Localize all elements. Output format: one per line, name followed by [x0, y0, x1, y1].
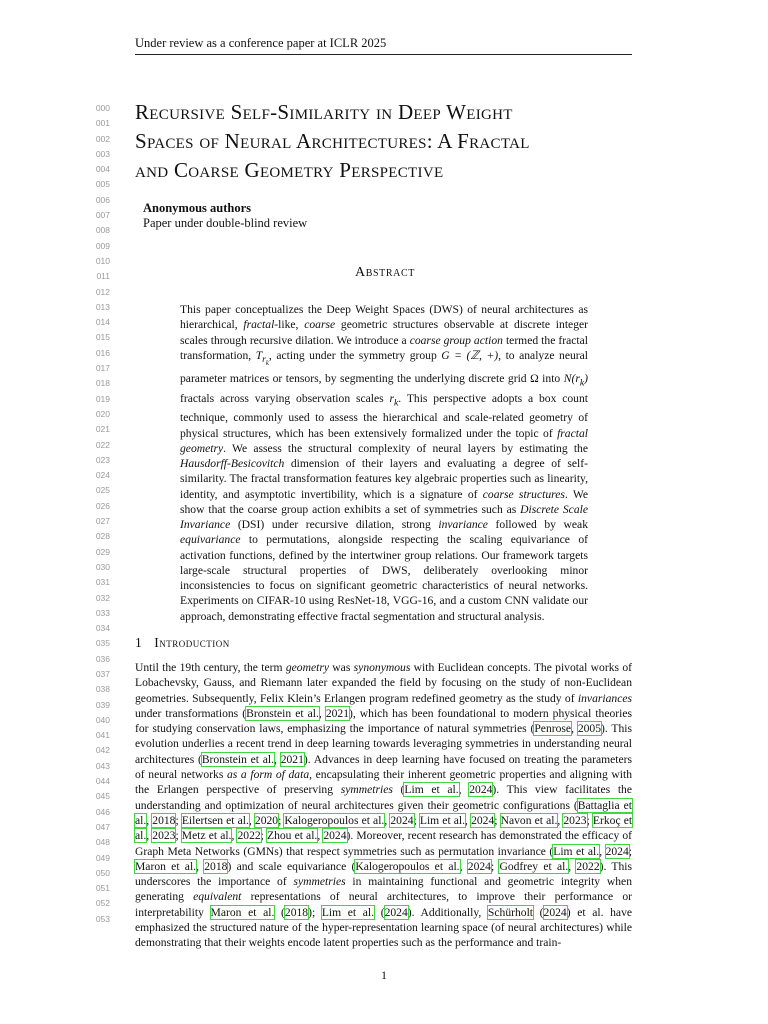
review-note: Paper under double-blind review: [143, 216, 308, 230]
line-number: 040: [95, 714, 110, 725]
section-number: 1: [135, 635, 143, 650]
body-text: ). This evolution underlies a recent trend in deep learning towards leveraging symmetries in understanding neural architectures (: [135, 722, 633, 766]
line-number: 015: [95, 332, 110, 343]
body-text: ;: [260, 829, 267, 843]
citation-link[interactable]: 2024: [605, 844, 629, 858]
line-number: 000: [95, 103, 110, 113]
body-text: ;: [490, 859, 500, 873]
citation-link[interactable]: Bronstein et al.: [246, 706, 319, 720]
line-number: 043: [95, 760, 110, 771]
body-text: (: [533, 905, 544, 919]
running-header: Under review as a conference paper at ICLR 2025: [135, 36, 632, 55]
line-number: 049: [95, 852, 110, 863]
line-number: 052: [95, 898, 110, 909]
body-text: ;: [278, 813, 285, 827]
citation-link[interactable]: Maron et al.: [135, 859, 197, 873]
line-number: 009: [95, 240, 110, 251]
line-number: 045: [95, 791, 110, 802]
citation-link[interactable]: Battaglia et al.: [135, 798, 632, 827]
line-number: 042: [95, 745, 110, 756]
body-text: ,: [458, 783, 470, 797]
body-text: ;: [175, 829, 182, 843]
citation-link[interactable]: Schürholt: [487, 905, 534, 919]
body-text: representations of neural architectures, to improve their performance or interpretability: [135, 890, 632, 919]
emphasis-text: symmetries: [293, 875, 346, 889]
page-number: 1: [381, 968, 387, 982]
line-number: 035: [95, 638, 110, 649]
body-text: (: [374, 905, 385, 919]
emphasis-text: equivalent: [193, 890, 242, 904]
body-text: ). Additionally,: [407, 905, 488, 919]
body-text: ;: [586, 813, 593, 827]
citation-link[interactable]: Eilertsen et al.: [181, 813, 249, 827]
citation-link[interactable]: Lim et al.: [553, 844, 600, 858]
citation-link[interactable]: 2024: [384, 905, 408, 919]
title-line: Recursive Self-Similarity in Deep Weight: [135, 100, 513, 124]
body-text: ,: [146, 813, 153, 827]
line-number: 050: [95, 867, 110, 878]
citation-link[interactable]: 2024: [543, 905, 567, 919]
citation-link[interactable]: Penrose: [534, 722, 572, 736]
citation-link[interactable]: 2022: [237, 829, 261, 843]
line-number: 008: [95, 225, 110, 236]
body-text: ) and scale equivariance (: [227, 859, 356, 873]
body-text: ;: [628, 844, 632, 858]
emphasis-text: invariances: [577, 691, 632, 705]
line-number: 017: [95, 363, 110, 374]
citation-link[interactable]: 2021: [280, 752, 304, 766]
line-number: 025: [95, 485, 110, 496]
body-text: ;: [413, 813, 420, 827]
line-number: 005: [95, 179, 110, 190]
line-number: 018: [95, 378, 110, 389]
body-text: ;: [175, 813, 182, 827]
body-text: ). Moreover, recent research has demonstrated the efficacy of Graph Meta Networks (GMNs) that respect symmetries such as permutation invariance (: [135, 829, 633, 858]
citation-link[interactable]: Maron et al.: [210, 905, 275, 919]
line-number: 004: [95, 164, 110, 175]
body-text: ) et al. have emphasized the structured nature of the hyper-representation learning space (of neural architectures) while demonstrating that their weights encode latent properties such as the performance and train-: [135, 905, 633, 950]
body-text: ). This view facilitates the understanding and optimization of neural architectures given their geometric configurations (: [135, 783, 632, 812]
line-number: 022: [95, 439, 110, 450]
line-number: 041: [95, 730, 110, 741]
line-number: 027: [95, 516, 110, 527]
line-number: 047: [95, 821, 110, 832]
line-number: 034: [95, 623, 110, 634]
body-text: in maintaining functional and geometric integrity when generating: [135, 875, 632, 904]
body-text: , encapsulating their inherent geometric properties and aligning with the Erlangen perspective of preserving: [135, 768, 633, 797]
citation-link[interactable]: 2018: [284, 905, 309, 919]
title-line: Spaces of Neural Architectures: A Fractal: [135, 129, 530, 153]
line-number: 051: [95, 883, 110, 894]
line-number: 024: [95, 470, 110, 481]
citation-link[interactable]: 2024: [471, 813, 495, 827]
line-number: 020: [95, 408, 110, 419]
emphasis-text: synonymous: [353, 661, 411, 674]
line-number: 007: [95, 210, 110, 221]
line-number: 033: [95, 607, 110, 618]
line-number: 037: [95, 668, 110, 679]
citation-link[interactable]: Bronstein et al.: [201, 752, 275, 766]
citation-link[interactable]: Erkoç et al.: [135, 813, 633, 843]
line-number: 002: [95, 133, 110, 144]
emphasis-text: symmetries: [340, 783, 393, 797]
line-number: 023: [95, 454, 110, 465]
body-text: ,: [571, 722, 578, 736]
body-text: ). Advances in deep learning have focused on treating the parameters of neural networks: [135, 752, 633, 782]
body-text: ,: [557, 813, 564, 827]
body-text: (: [274, 905, 285, 919]
math-N-rk: $N(r_k)$: [563, 372, 588, 389]
body-text: (: [392, 783, 405, 797]
citation-link[interactable]: 2024: [467, 859, 491, 873]
citation-link[interactable]: 2024: [469, 783, 493, 797]
math-group: G = (ℤ, +): [441, 348, 499, 362]
introduction-body: [135, 660, 632, 951]
citation-link[interactable]: 2018: [152, 813, 176, 827]
body-text: ,: [459, 859, 468, 873]
abstract-body: This paper conceptualizes the Deep Weight Spaces (DWS) of neural architectures as hierarchical, fractal-like, coarse geometric structures observable at discrete integer scales through recursive dilation. We introduce a coarse group action termed the fractal transformation, $T_{r_k}$, acting under the symmetry group G = (ℤ, +), to analyze neural parameter matrices or tensors, by segmenting the underlying discrete grid Ω into $N(r_k)$ fractals across varying observation scales $r_k$. This perspective adopts a box count technique, commonly used to assess the hierarchical and scale-related geometry of physical structures, which has been extensively formalized under the topic of fractal geometry. We assess the structural complexity of neural layers by estimating the Hausdorff-Besicovitch dimension of their layers and evaluating a degree of self-similarity. The fractal transformation features key algebraic properties such as linearity, identity, and asymptotic invertibility, which is a signature of coarse structures. We show that the coarse group action exhibits a set of symmetries such as Discrete Scale Invariance (DSI) under recursive dilation, strong invariance followed by weak equivariance to permutations, alongside respecting the scaling equivariance of activation functions, defined by the intertwiner group relations. Our framework targets large-scale structural properties of DWS, deliberately overlooking minor inconsistencies to focus on significant geometric characteristics of neural networks. Experiments on CIFAR-10 using ResNet-18, VGG-16, and a custom CNN validate our approach, demonstrating effective fractal segmentation and structural analysis.: [180, 303, 589, 623]
body-text: ,: [196, 859, 205, 873]
section-title: Introduction: [154, 635, 230, 650]
citation-link[interactable]: 2021: [325, 706, 349, 720]
line-number: 030: [95, 561, 110, 572]
line-number: 014: [95, 317, 110, 328]
citation-link[interactable]: 2023: [563, 813, 587, 827]
line-number: 010: [95, 255, 110, 266]
citation-link[interactable]: Kalogeropoulos et al.: [284, 813, 385, 827]
body-text: with Euclidean concepts. The pivotal works of Lobachevsky, Gauss, and Riemann later expanded the field by focusing on the study of non-Euclidean geometries. Subsequently, Felix Klein’s Erlangen program redefined geometry as the study of: [135, 661, 632, 705]
author-name: Anonymous authors: [143, 201, 252, 215]
citation-link[interactable]: Zhou et al.: [267, 829, 318, 843]
line-number: 016: [95, 347, 110, 358]
body-text: ), which has been foundational to modern physical theories for studying conservation laws, emphasizing the importance of natural symmetries (: [135, 706, 633, 736]
line-number: 048: [95, 837, 110, 848]
line-number: 031: [95, 577, 110, 588]
citation-link[interactable]: Kalogeropoulos et al.: [355, 859, 460, 873]
citation-link[interactable]: 2024: [390, 813, 414, 827]
author-block: [143, 201, 307, 231]
line-number: 013: [95, 301, 110, 312]
body-text: under transformations (: [135, 706, 247, 720]
line-numbers: [86, 101, 110, 927]
math-rk: $r_k$: [389, 391, 399, 409]
line-number: 003: [95, 148, 110, 159]
body-text: ,: [146, 829, 153, 843]
body-text: ). This underscores the importance of: [135, 859, 633, 889]
citation-link[interactable]: Godfrey et al.: [499, 859, 569, 873]
citation-link[interactable]: 2018: [204, 859, 228, 873]
citation-link[interactable]: Lim et al.: [321, 905, 375, 919]
line-number: 039: [95, 699, 110, 710]
citation-link[interactable]: Lim et al.: [404, 783, 459, 797]
citation-link[interactable]: Navon et al.: [500, 813, 558, 827]
line-number: 036: [95, 653, 110, 664]
section-heading-introduction: [135, 635, 230, 651]
line-number: 021: [95, 424, 110, 435]
abstract-heading: Abstract: [355, 265, 415, 280]
citation-link[interactable]: 2020: [254, 813, 279, 827]
body-text: ,: [318, 706, 326, 720]
line-number: 026: [95, 500, 110, 511]
citation-link[interactable]: 2022: [576, 859, 600, 873]
body-text: ,: [317, 829, 324, 843]
body-text: ,: [231, 829, 238, 843]
line-number: 011: [96, 271, 110, 282]
line-number: 046: [95, 806, 110, 817]
emphasis-text: geometry: [285, 661, 329, 674]
paper-title: [135, 98, 635, 185]
citation-link[interactable]: 2024: [323, 829, 347, 843]
line-number: 001: [95, 118, 110, 129]
body-text: Until the 19th century, the term: [135, 661, 286, 674]
body-text: ,: [274, 752, 281, 766]
math-T-rk: $T_{r_k}$: [255, 348, 269, 367]
title-line: and Coarse Geometry Perspective: [135, 158, 444, 182]
line-number: 028: [95, 531, 110, 542]
emphasis-text: as a form of data: [227, 768, 310, 782]
citation-link[interactable]: Lim et al.: [419, 813, 466, 827]
line-number: 029: [95, 546, 110, 557]
body-text: ,: [568, 859, 577, 873]
line-number: 038: [95, 684, 110, 695]
line-number: 012: [95, 286, 110, 297]
citation-link[interactable]: 2023: [152, 829, 176, 843]
citation-link[interactable]: 2005: [577, 722, 601, 736]
body-text: ;: [494, 813, 501, 827]
line-number: 032: [95, 592, 110, 603]
citation-link[interactable]: Metz et al.: [181, 829, 232, 843]
body-text: ,: [465, 813, 472, 827]
body-text: ,: [384, 813, 391, 827]
body-text: was: [328, 661, 354, 674]
line-number: 006: [95, 194, 110, 205]
body-text: ,: [599, 844, 606, 858]
body-text: );: [308, 905, 322, 919]
line-number: 053: [95, 913, 110, 924]
line-number: 019: [95, 393, 110, 404]
line-number: 044: [95, 776, 110, 787]
body-text: ,: [248, 813, 255, 827]
